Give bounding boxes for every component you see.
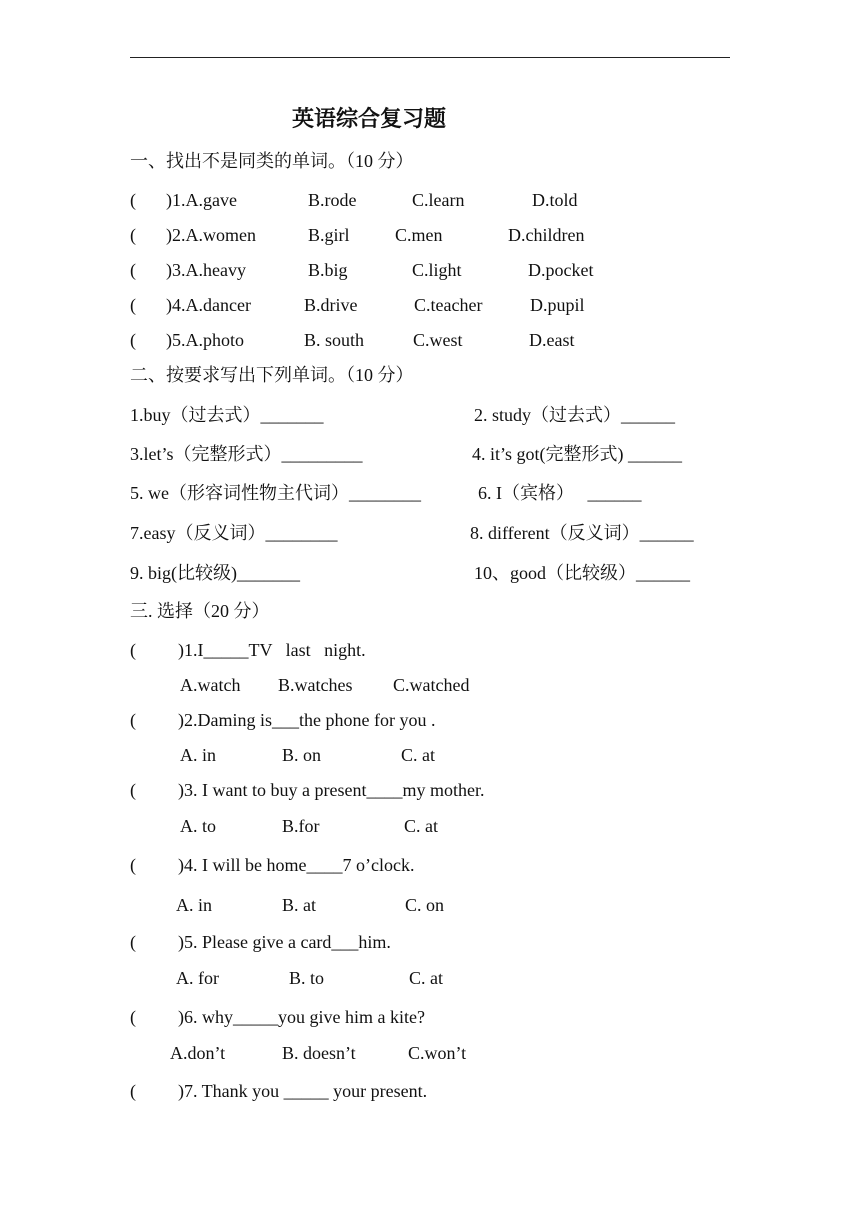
fill-blank-item: 5. we（形容词性物主代词）________ — [130, 483, 421, 503]
section-1-heading: 一、找出不是同类的单词。（10 分） — [130, 151, 414, 171]
page-title: 英语综合复习题 — [292, 106, 447, 131]
header-rule — [130, 57, 730, 58]
fill-blank-item: 10、good（比较级）______ — [474, 563, 690, 583]
section-3-heading: 三. 选择（20 分） — [130, 601, 270, 621]
fill-blank-item: 2. study（过去式）______ — [474, 405, 676, 425]
fill-blank-item: 4. it’s got(完整形式) ______ — [472, 444, 682, 464]
fill-blank-item: 3.let’s（完整形式）_________ — [130, 444, 363, 464]
fill-blank-item: 6. I（宾格） ______ — [478, 483, 642, 503]
fill-blank-item: 1.buy（过去式）_______ — [130, 405, 324, 425]
fill-blank-item: 7.easy（反义词）________ — [130, 523, 338, 543]
section-2-heading: 二、按要求写出下列单词。（10 分） — [130, 365, 414, 385]
fill-blank-item: 9. big(比较级)_______ — [130, 563, 300, 583]
fill-blank-item: 8. different（反义词）______ — [470, 523, 694, 543]
